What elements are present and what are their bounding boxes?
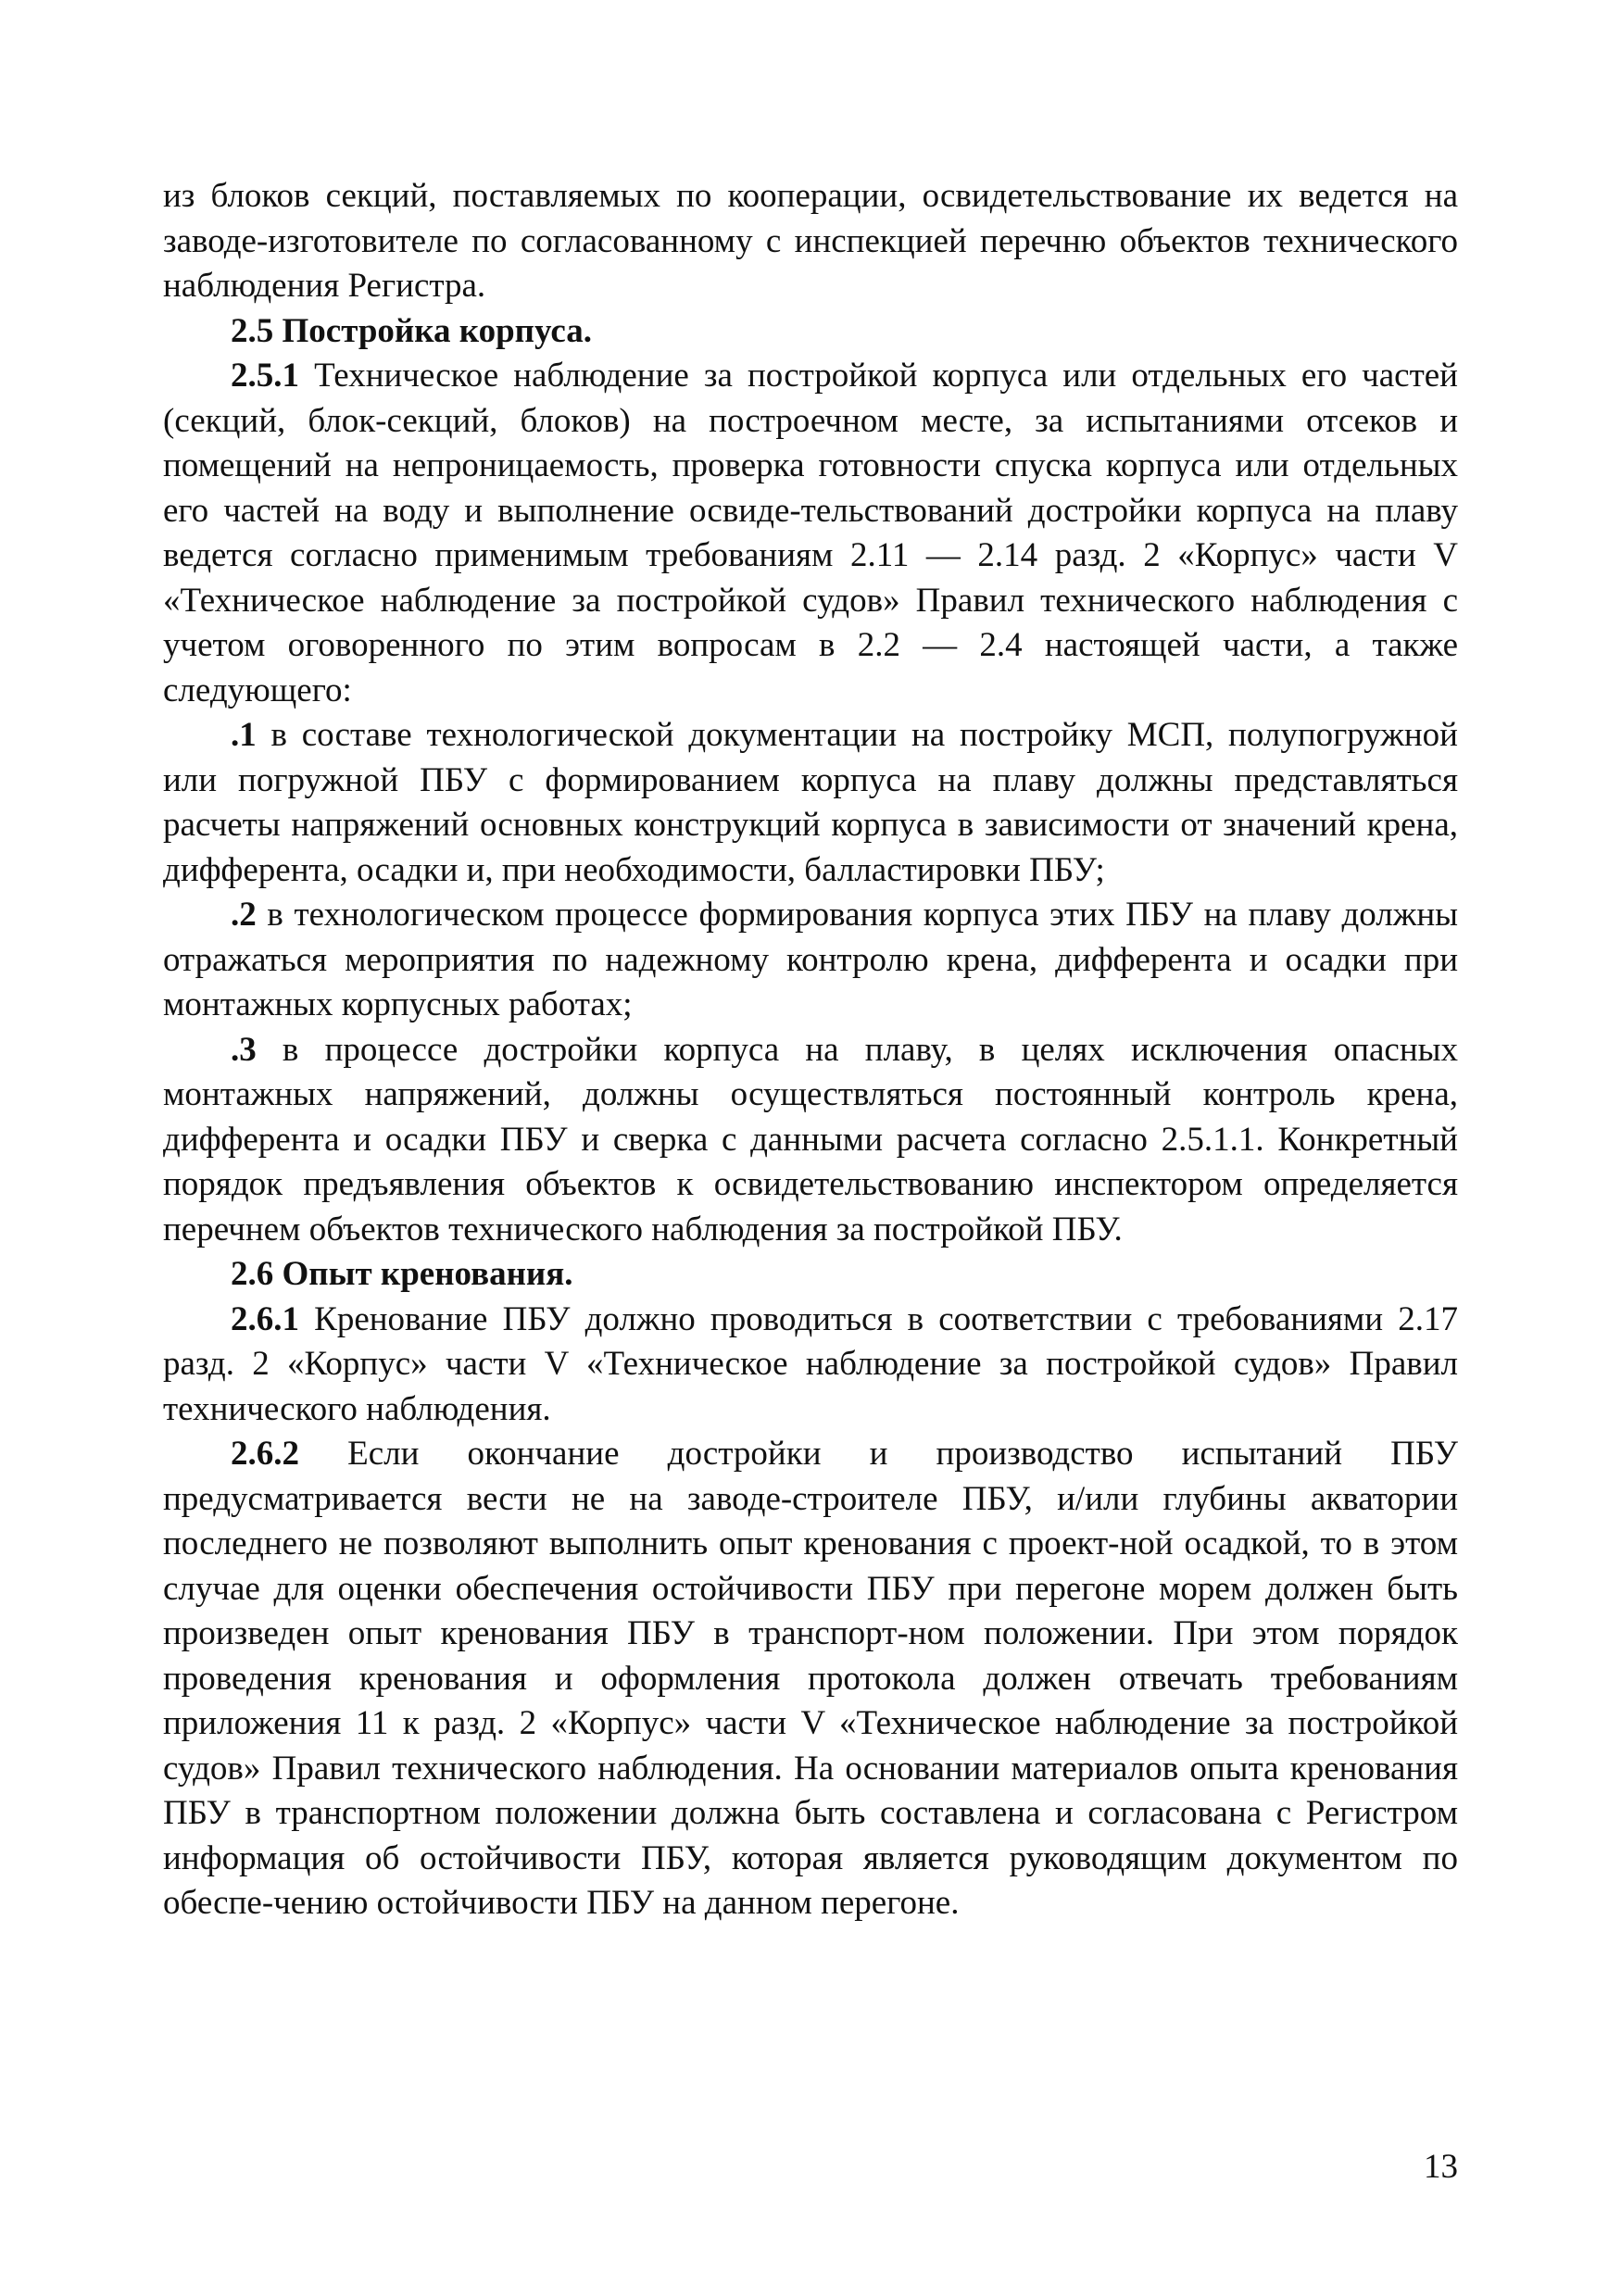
- clause-number: .3: [231, 1030, 257, 1069]
- clause-text: Если окончание достройки и производство испытаний ПБУ предусматривается вести не на заводе-строителе ПБУ, и/или глубины акватории последнего не позволяют выполнить опыт кренования с проект-ной осадкой, то в этом случае для оценки обеспечения остойчивости ПБУ при перегоне морем должен быть произведен опыт кренования ПБУ в транспорт-ном положении. При этом порядок проведения кренования и оформления протокола должен отвечать требованиям приложения 11 к разд. 2 «Корпус» части V «Техническое наблюдение за постройкой судов» Правил технического наблюдения. На основании материалов опыта кренования ПБУ в транспортном положении должна быть составлена и согласована с Регистром информация об остойчивости ПБУ, которая является руководящим документом по обеспе-чению остойчивости ПБУ на данном перегоне.: [163, 1435, 1458, 1922]
- paragraph-2-5-1-1: [163, 713, 1458, 893]
- clause-number: 2.5.1: [231, 357, 299, 395]
- paragraph-2-6-2: [163, 1432, 1458, 1926]
- page-number: 13: [1424, 2148, 1458, 2186]
- paragraph-2-5-1-2: [163, 893, 1458, 1028]
- section-heading-2-6: 2.6 Опыт кренования.: [231, 1255, 573, 1293]
- section-heading-2-5: 2.5 Постройка корпуса.: [231, 311, 592, 350]
- clause-number: .1: [231, 716, 257, 754]
- clause-number: 2.6.1: [231, 1299, 299, 1338]
- clause-text: Техническое наблюдение за постройкой корпуса или отдельных его частей (секций, блок-секций, блоков) на построечном месте, за испытаниями отсеков и помещений на непроницаемость, проверка готовности спуска корпуса или отдельных его частей на воду и выполнение освиде-тельствований достройки корпуса на плаву ведется согласно применимым требованиям 2.11 — 2.14 разд. 2 «Корпус» части V «Техническое наблюдение за постройкой судов» Правил технического наблюдения с учетом оговоренного по этим вопросам в 2.2 — 2.4 настоящей части, а также следующего:: [163, 357, 1458, 709]
- clause-number: .2: [231, 896, 257, 934]
- paragraph-continuation: из блоков секций, поставляемых по кооперации, освидетельствование их ведется на заводе-изготовителе по согласованному с инспекцией перечню объектов технического наблюдения Регистра.: [163, 177, 1458, 305]
- clause-text: Кренование ПБУ должно проводиться в соответствии с требованиями 2.17 разд. 2 «Корпус» части V «Техническое наблюдение за постройкой судов» Правил технического наблюдения.: [163, 1299, 1458, 1428]
- paragraph-2-6-1: [163, 1298, 1458, 1433]
- paragraph-2-5-1-3: [163, 1028, 1458, 1253]
- clause-number: 2.6.2: [231, 1435, 299, 1473]
- clause-text: в технологическом процессе формирования корпуса этих ПБУ на плаву должны отражаться мероприятия по надежному контролю крена, дифферента и осадки при монтажных корпусных работах;: [163, 896, 1458, 1023]
- clause-text: в процессе достройки корпуса на плаву, в целях исключения опасных монтажных напряжений, должны осуществляться постоянный контроль крена, дифферента и осадки ПБУ и сверка с данными расчета согласно 2.5.1.1. Конкретный порядок предъявления объектов к освидетельствованию инспектором определяется перечнем объектов технического наблюдения за постройкой ПБУ.: [163, 1030, 1458, 1248]
- clause-text: в составе технологической документации на постройку МСП, полупогружной или погружной ПБУ с формированием корпуса на плаву должны представляться расчеты напряжений основных конструкций корпуса в зависимости от значений крена, дифферента, осадки и, при необходимости, балластировки ПБУ;: [163, 716, 1458, 889]
- document-body: [163, 174, 1458, 1926]
- paragraph-2-5-1: [163, 354, 1458, 713]
